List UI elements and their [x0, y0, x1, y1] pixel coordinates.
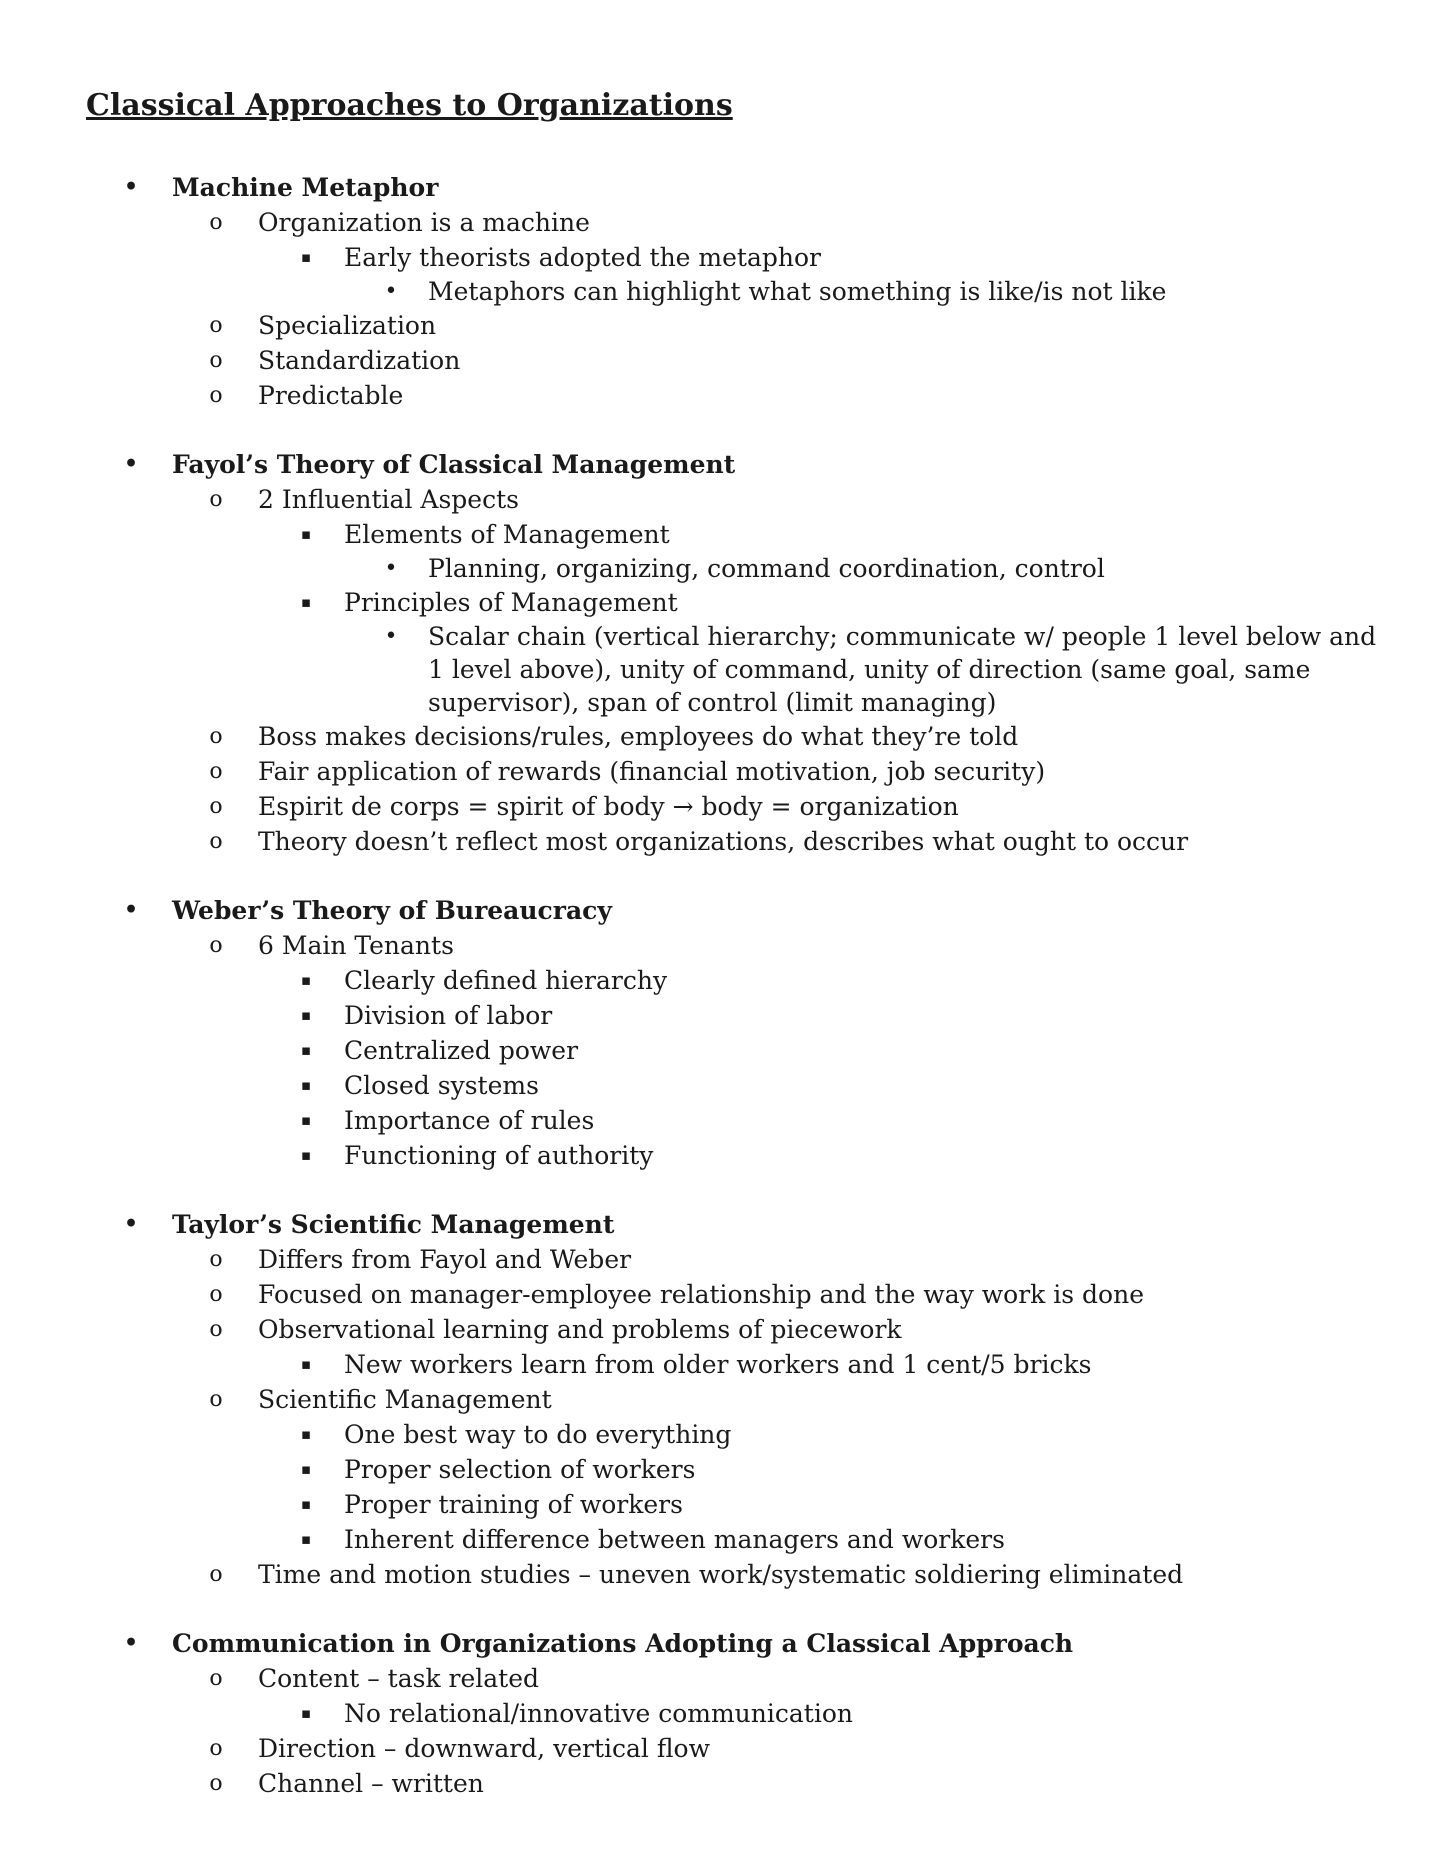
list-item — [86, 1766, 1396, 1801]
item-text: Clearly defined hierarchy — [344, 966, 668, 995]
bullet-marker-icon: ▪ — [300, 1355, 312, 1373]
bullet-marker-icon: • — [123, 174, 139, 200]
list-item — [86, 1417, 1396, 1452]
item-text: Metaphors can highlight what something is like/is not like — [428, 277, 1167, 306]
bullet-marker-icon: o — [209, 759, 223, 784]
item-text: Planning, organizing, command coordination, control — [428, 554, 1105, 583]
item-text: Importance of rules — [344, 1106, 595, 1135]
list-item — [86, 719, 1396, 754]
bullet-marker-icon: ▪ — [300, 1076, 312, 1094]
item-text: 2 Influential Aspects — [258, 485, 519, 514]
item-text: Centralized power — [344, 1036, 579, 1065]
bullet-marker-icon: ▪ — [300, 1146, 312, 1164]
list-item — [86, 1382, 1396, 1417]
list-item — [86, 1277, 1396, 1312]
item-text: Scientific Management — [258, 1385, 552, 1414]
list-item — [86, 1731, 1396, 1766]
list-item — [86, 824, 1396, 859]
item-text: Weber’s Theory of Bureaucracy — [172, 896, 612, 925]
bullet-marker-icon: ▪ — [300, 248, 312, 266]
list-item — [86, 205, 1396, 240]
list-item — [86, 928, 1396, 963]
item-text: Espirit de corps = spirit of body → body = organization — [258, 792, 959, 821]
item-text: No relational/innovative communication — [344, 1699, 853, 1728]
outline-section — [86, 1207, 1396, 1592]
list-item — [86, 552, 1396, 585]
bullet-marker-icon: o — [209, 348, 223, 373]
bullet-marker-icon: o — [209, 1282, 223, 1307]
item-text: Time and motion studies – uneven work/systematic soldiering eliminated — [258, 1560, 1184, 1589]
list-item — [86, 789, 1396, 824]
list-item — [86, 1138, 1396, 1173]
bullet-marker-icon: ▪ — [300, 1460, 312, 1478]
bullet-marker-icon: o — [209, 383, 223, 408]
list-item — [86, 1522, 1396, 1557]
item-text: Boss makes decisions/rules, employees do what they’re told — [258, 722, 1019, 751]
bullet-marker-icon: o — [209, 1736, 223, 1761]
item-text: Inherent difference between managers and workers — [344, 1525, 1005, 1554]
item-text: Fayol’s Theory of Classical Management — [172, 450, 736, 479]
bullet-marker-icon: • — [123, 451, 139, 477]
bullet-marker-icon: o — [209, 1666, 223, 1691]
item-text: Proper selection of workers — [344, 1455, 696, 1484]
item-text: Closed systems — [344, 1071, 539, 1100]
item-text: Differs from Fayol and Weber — [258, 1245, 632, 1274]
bullet-marker-icon: o — [209, 724, 223, 749]
list-item — [86, 1033, 1396, 1068]
bullet-marker-icon: ▪ — [300, 525, 312, 543]
list-item — [86, 240, 1396, 275]
section-heading — [86, 1626, 1396, 1661]
bullet-marker-icon: o — [209, 487, 223, 512]
item-text: Theory doesn’t reflect most organizations, describes what ought to occur — [258, 827, 1189, 856]
section-heading — [86, 1207, 1396, 1242]
bullet-marker-icon: • — [384, 556, 398, 581]
item-text: Predictable — [258, 381, 404, 410]
item-text: Fair application of rewards (financial motivation, job security) — [258, 757, 1046, 786]
list-item — [86, 482, 1396, 517]
item-text: Focused on manager-employee relationship and the way work is done — [258, 1280, 1144, 1309]
section-heading — [86, 170, 1396, 205]
outline-section — [86, 447, 1396, 859]
list-item — [86, 1103, 1396, 1138]
list-item — [86, 585, 1396, 620]
outline — [86, 170, 1396, 1801]
list-item — [86, 517, 1396, 552]
list-item — [86, 343, 1396, 378]
list-item — [86, 1242, 1396, 1277]
item-text: Proper training of workers — [344, 1490, 683, 1519]
item-text: Specialization — [258, 311, 437, 340]
bullet-marker-icon: • — [384, 624, 398, 649]
section-heading — [86, 447, 1396, 482]
item-text: Machine Metaphor — [172, 173, 439, 202]
bullet-marker-icon: ▪ — [300, 971, 312, 989]
bullet-marker-icon: • — [123, 1630, 139, 1656]
list-item — [86, 1068, 1396, 1103]
outline-section — [86, 893, 1396, 1173]
list-item — [86, 1312, 1396, 1347]
item-text: Principles of Management — [344, 588, 678, 617]
item-text: Direction – downward, vertical flow — [258, 1734, 710, 1763]
list-item — [86, 1452, 1396, 1487]
bullet-marker-icon: • — [123, 1211, 139, 1237]
bullet-marker-icon: ▪ — [300, 1425, 312, 1443]
bullet-marker-icon: o — [209, 1771, 223, 1796]
bullet-marker-icon: o — [209, 210, 223, 235]
bullet-marker-icon: o — [209, 1317, 223, 1342]
bullet-marker-icon: ▪ — [300, 1495, 312, 1513]
list-item — [86, 378, 1396, 413]
item-text: Standardization — [258, 346, 461, 375]
bullet-marker-icon: o — [209, 1562, 223, 1587]
item-text: Organization is a machine — [258, 208, 590, 237]
bullet-marker-icon: ▪ — [300, 1111, 312, 1129]
bullet-marker-icon: ▪ — [300, 1530, 312, 1548]
bullet-marker-icon: ▪ — [300, 1006, 312, 1024]
bullet-marker-icon: ▪ — [300, 1041, 312, 1059]
bullet-marker-icon: ▪ — [300, 593, 312, 611]
item-text: Elements of Management — [344, 520, 670, 549]
item-text: Channel – written — [258, 1769, 484, 1798]
bullet-marker-icon: o — [209, 933, 223, 958]
item-text: 6 Main Tenants — [258, 931, 454, 960]
list-item — [86, 1557, 1396, 1592]
document-title: Classical Approaches to Organizations — [86, 88, 733, 123]
list-item — [86, 1487, 1396, 1522]
bullet-marker-icon: o — [209, 829, 223, 854]
item-text: Functioning of authority — [344, 1141, 654, 1170]
bullet-marker-icon: • — [384, 279, 398, 304]
item-text: New workers learn from older workers and 1 cent/5 bricks — [344, 1350, 1092, 1379]
bullet-marker-icon: o — [209, 1247, 223, 1272]
outline-section — [86, 170, 1396, 413]
list-item — [86, 1696, 1396, 1731]
item-text: Taylor’s Scientific Management — [172, 1210, 615, 1239]
list-item — [86, 963, 1396, 998]
bullet-marker-icon: o — [209, 313, 223, 338]
item-text: Division of labor — [344, 1001, 553, 1030]
item-text: Early theorists adopted the metaphor — [344, 243, 821, 272]
list-item — [86, 998, 1396, 1033]
list-item — [86, 308, 1396, 343]
item-text: Communication in Organizations Adopting a Classical Approach — [172, 1629, 1074, 1658]
list-item — [86, 1347, 1396, 1382]
item-text: Scalar chain (vertical hierarchy; communicate w/ people 1 level below and 1 level above), unity of command, unity of direction (same goal, same supervisor), span of control (limit managing) — [428, 622, 1377, 717]
list-item — [86, 275, 1396, 308]
bullet-marker-icon: o — [209, 1387, 223, 1412]
list-item — [86, 620, 1396, 719]
item-text: One best way to do everything — [344, 1420, 732, 1449]
list-item — [86, 754, 1396, 789]
list-item — [86, 1661, 1396, 1696]
item-text: Content – task related — [258, 1664, 540, 1693]
section-heading — [86, 893, 1396, 928]
item-text: Observational learning and problems of piecework — [258, 1315, 902, 1344]
bullet-marker-icon: ▪ — [300, 1704, 312, 1722]
bullet-marker-icon: • — [123, 897, 139, 923]
outline-section — [86, 1626, 1396, 1801]
bullet-marker-icon: o — [209, 794, 223, 819]
